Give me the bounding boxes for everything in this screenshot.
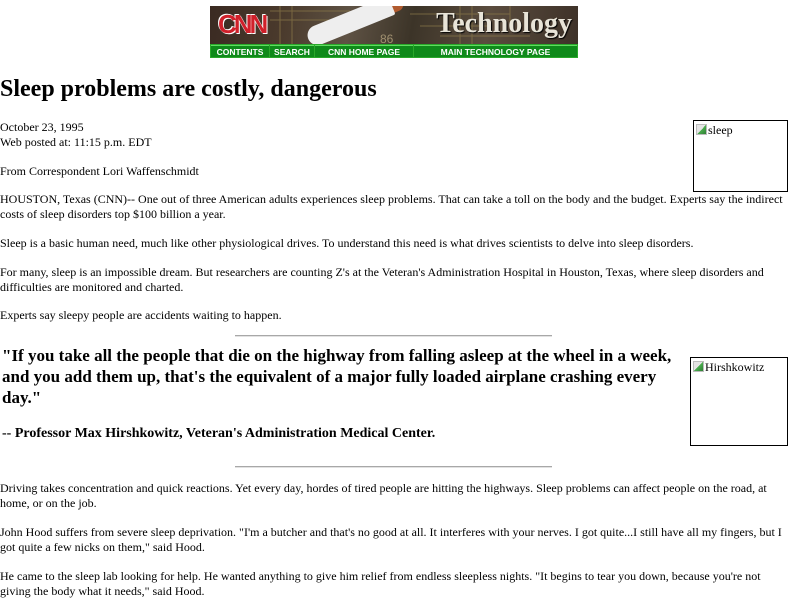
broken-image-icon [693,361,704,372]
pull-quote: "If you take all the people that die on the highway from falling asleep at the wheel in a week, and you add them up, that's the equivalent of a major fully loaded airplane crashing every day." [2,346,672,407]
paragraph: For many, sleep is an impossible dream. But researchers are counting Z's at the Veteran's Administration Hospital in Houston, Texas, where sleep disorders and difficulties are monitored and charted. [0,265,764,294]
divider [235,466,552,468]
paragraph: John Hood suffers from severe sleep deprivation. "I'm a butcher and that's no good at all. It interferes with your nerves. I got quite...I still have all my fingers, but I got quite a few nicks on them," said Hood. [0,525,782,554]
nav-contents-link[interactable]: CONTENTS [211,45,269,57]
section-title: Technology [436,8,572,39]
hirshkowitz-image-placeholder [690,357,788,446]
nav-main-technology-link[interactable]: MAIN TECHNOLOGY PAGE [414,45,577,57]
article-date: October 23, 1995 [0,120,84,134]
image-alt-text: sleep [708,123,733,137]
image-alt-text: Hirshkowitz [705,360,765,374]
nav-cnn-home-link[interactable]: CNN HOME PAGE [315,45,413,57]
sleep-image-placeholder [693,120,788,192]
article-byline: From Correspondent Lori Waffenschmidt [0,164,199,178]
banner-image [210,6,578,44]
divider [235,335,552,337]
broken-image-icon [696,124,707,135]
paragraph: Driving takes concentration and quick reactions. Yet every day, hordes of tired people are hitting the highways. Sleep problems can affect people on the road, at home, or on the job. [0,481,767,510]
paragraph: He came to the sleep lab looking for help. He wanted anything to give him relief from endless sleepless nights. "It begins to tear you down, because you're not giving the body what it needs," said Hood. [0,569,761,598]
paragraph: Sleep is a basic human need, much like other physiological drives. To understand this need is what drives scientists to delve into sleep disorders. [0,236,694,250]
nav-search-link[interactable]: SEARCH [270,45,314,57]
section-nav [210,44,578,58]
paragraph: Experts say sleepy people are accidents waiting to happen. [0,308,282,322]
posted-time: Web posted at: 11:15 p.m. EDT [0,135,152,149]
article-meta [0,120,152,150]
quote-attribution: -- Professor Max Hirshkowitz, Veteran's Administration Medical Center. [2,426,436,441]
paragraph: HOUSTON, Texas (CNN)-- One out of three American adults experiences sleep problems. That can take a toll on the body and the budget. Experts say the indirect costs of sleep disorders top $100 billion a year. [0,192,783,221]
svg-text:86: 86 [380,32,394,44]
article-headline: Sleep problems are costly, dangerous [0,76,377,102]
cnn-logo[interactable]: CNN [218,9,266,39]
cnn-technology-banner [210,6,578,58]
